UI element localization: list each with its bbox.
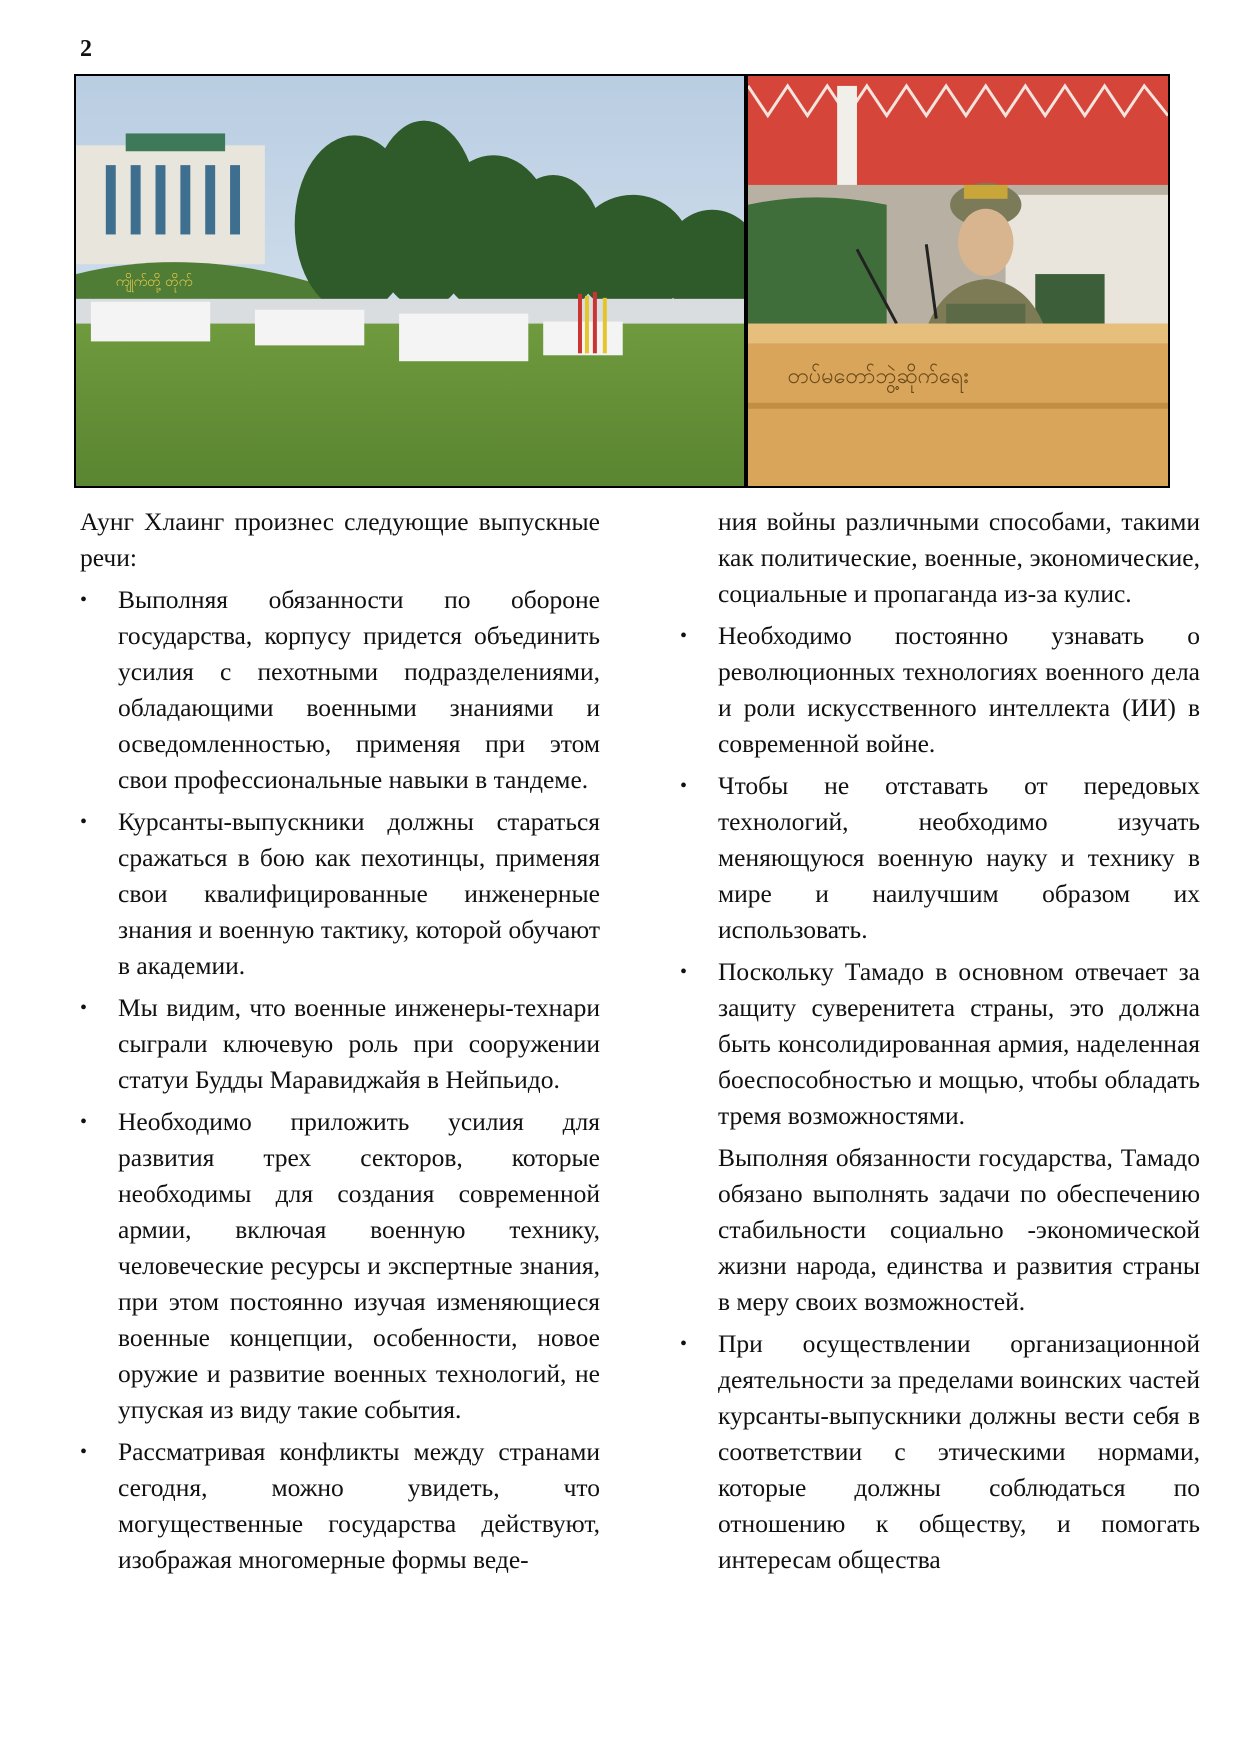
list-item: • Выполняя обязанности по обороне государства, корпусу придется объединить усилия с пехотными подразделениями, обладающими военными знаниями и осведомленностью, применяя при этом свои профессиональные навыки в тандеме. bbox=[80, 582, 600, 798]
bullet-icon: • bbox=[80, 589, 88, 611]
right-bullet-list-2 bbox=[680, 1326, 1200, 1578]
list-item: • Чтобы не отставать от передовых технологий, необходимо изучать меняющуюся военную науку и технику в мире и наилучшим образом их использовать. bbox=[680, 768, 1200, 948]
right-text-column bbox=[680, 504, 1200, 1584]
bullet-icon: • bbox=[680, 961, 688, 983]
bullet-icon: • bbox=[80, 811, 88, 833]
list-item: • Рассматривая конфликты между странами сегодня, можно увидеть, что могущественные государства действуют, изображая многомерные формы веде- bbox=[80, 1434, 600, 1578]
bullet-icon: • bbox=[80, 997, 88, 1019]
list-item: • Курсанты-выпускники должны стараться сражаться в бою как пехотинцы, применяя свои квалифицированные инженерные знания и военную тактику, которой обучают в академии. bbox=[80, 804, 600, 984]
left-bullet-list bbox=[80, 582, 600, 1578]
bullet-icon: • bbox=[680, 625, 688, 647]
page-number: 2 bbox=[80, 36, 92, 62]
bullet-icon: • bbox=[680, 775, 688, 797]
list-item: • При осуществлении организационной деятельности за пределами воинских частей курсанты-выпускники должны вести себя в соответствии с этическими нормами, которые должны соблюдаться по отношению к обществу, и помогать интересам общества bbox=[680, 1326, 1200, 1578]
right-bullet-list bbox=[680, 618, 1200, 1134]
continued-paragraph: ния войны различными способами, такими как политические, военные, экономические, социальные и пропаганда из-за кулис. bbox=[718, 507, 1200, 608]
left-text-column bbox=[80, 504, 600, 1584]
list-item: • Необходимо приложить усилия для развития трех секторов, которые необходимы для создания современной армии, включая военную технику, человеческие ресурсы и экспертные знания, при этом постоянно изучая изменяющиеся военные концепции, особенности, новое оружие и развитие военных технологий, не упуская из виду такие события. bbox=[80, 1104, 600, 1428]
parade-ground-photo bbox=[74, 74, 746, 488]
intro-paragraph: Аунг Хлаинг произнес следующие выпускные речи: bbox=[80, 507, 600, 572]
list-item: • Мы видим, что военные инженеры-технари сыграли ключевую роль при сооружении статуи Будды Маравиджайя в Нейпьидо. bbox=[80, 990, 600, 1098]
speaker-podium-photo bbox=[746, 74, 1170, 488]
list-item: • Поскольку Тамадо в основном отвечает за защиту суверенитета страны, это должна быть консолидированная армия, наделенная боеспособностью и мощью, чтобы обладать тремя возможностями. bbox=[680, 954, 1200, 1134]
hillside-banner-text: ကျိုက်တို့ တိုက် bbox=[115, 273, 193, 290]
body-paragraph: Выполняя обязанности государства, Тамадо обязано выполнять задачи по обеспечению стабильности социально -экономической жизни народа, единства и развития страны в меру своих возможностей. bbox=[718, 1143, 1200, 1316]
bullet-icon: • bbox=[80, 1441, 88, 1463]
podium-emblem-text: တပ်မတော်ဘွဲ့ဆိုက်ရေး bbox=[787, 364, 969, 390]
bullet-icon: • bbox=[80, 1111, 88, 1133]
bullet-icon: • bbox=[680, 1333, 688, 1355]
list-item: • Необходимо постоянно узнавать о революционных технологиях военного дела и роли искусственного интеллекта (ИИ) в современной войне. bbox=[680, 618, 1200, 762]
